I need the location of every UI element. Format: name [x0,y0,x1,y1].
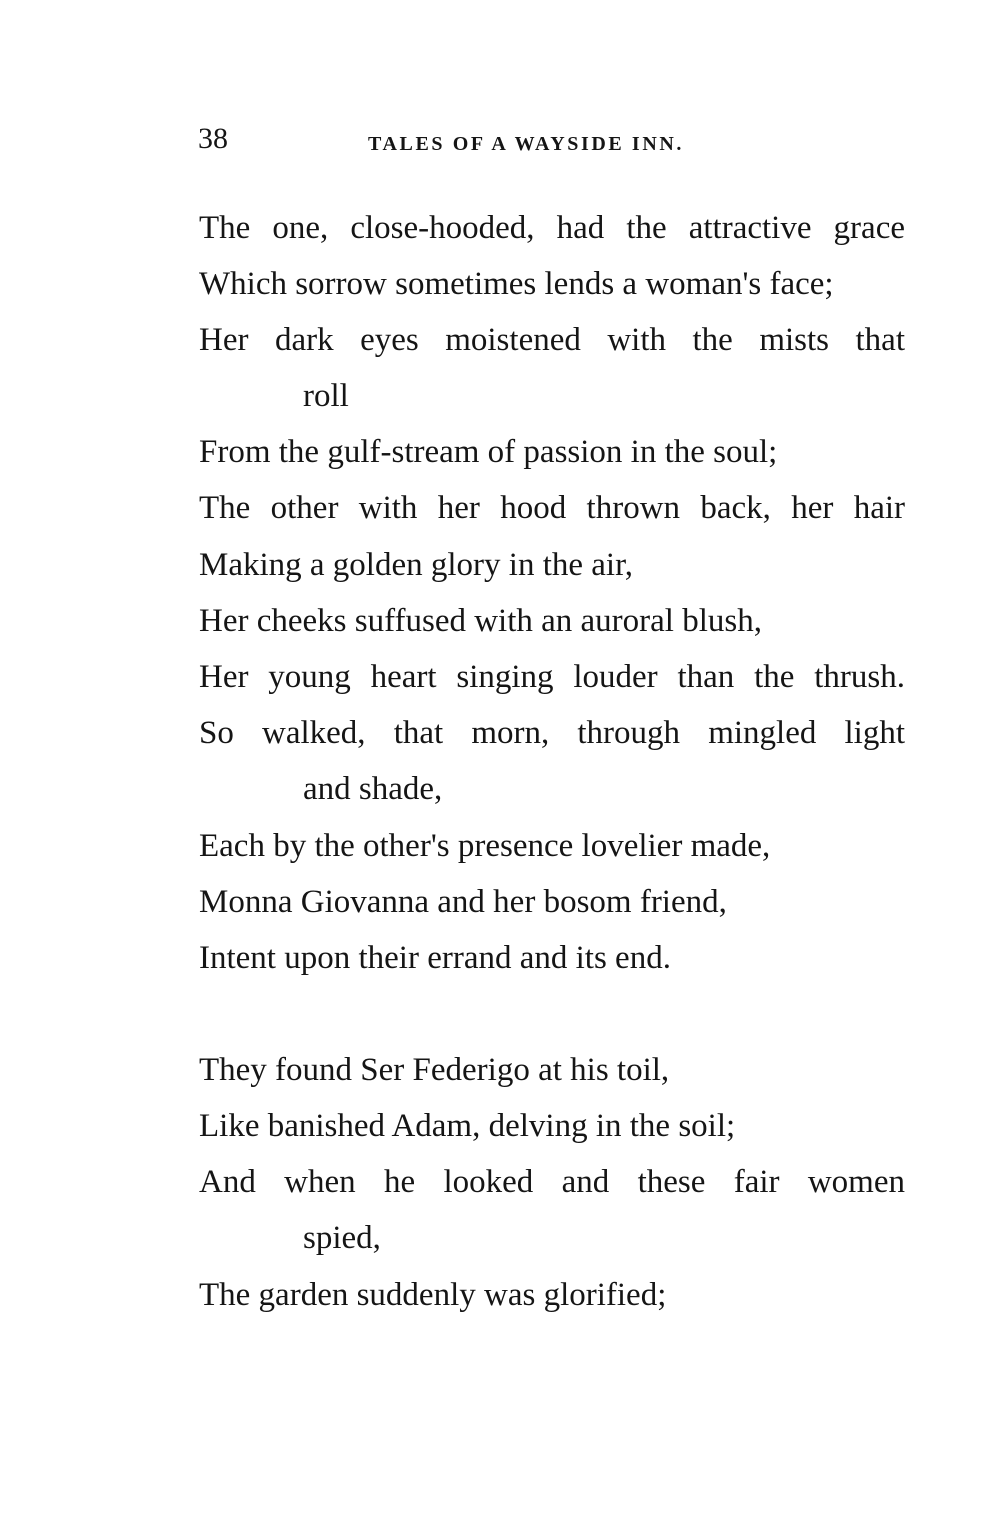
verse-line: From the gulf-stream of passion in the soul; [199,434,778,470]
verse-line: Her dark eyes moistened with the mists that [199,322,905,358]
verse-line: So walked, that morn, through mingled light [199,715,905,751]
verse-line: They found Ser Federigo at his toil, [199,1052,670,1088]
verse-line: The garden suddenly was glorified; [199,1277,667,1313]
verse-line: Her young heart singing louder than the thrush. [199,659,905,695]
verse-line: The other with her hood thrown back, her hair [199,490,905,526]
verse-line: The one, close-hooded, had the attractive grace [199,210,905,246]
page-number: 38 [198,122,228,155]
page-header [198,120,918,160]
verse-line: Intent upon their errand and its end. [199,940,671,976]
verse-line-continuation: spied, [303,1220,381,1256]
verse-line: Making a golden glory in the air, [199,547,633,583]
verse-line: And when he looked and these fair women [199,1164,905,1200]
verse-line-continuation: and shade, [303,771,443,807]
verse-line: Each by the other's presence lovelier made, [199,828,771,864]
verse-line: Which sorrow sometimes lends a woman's face; [199,266,834,302]
verse-line: Like banished Adam, delving in the soil; [199,1108,736,1144]
verse-line: Monna Giovanna and her bosom friend, [199,884,727,920]
verse-line: Her cheeks suffused with an auroral blush, [199,603,762,639]
verse-line-continuation: roll [303,378,349,414]
running-title: TALES OF A WAYSIDE INN. [368,133,685,155]
